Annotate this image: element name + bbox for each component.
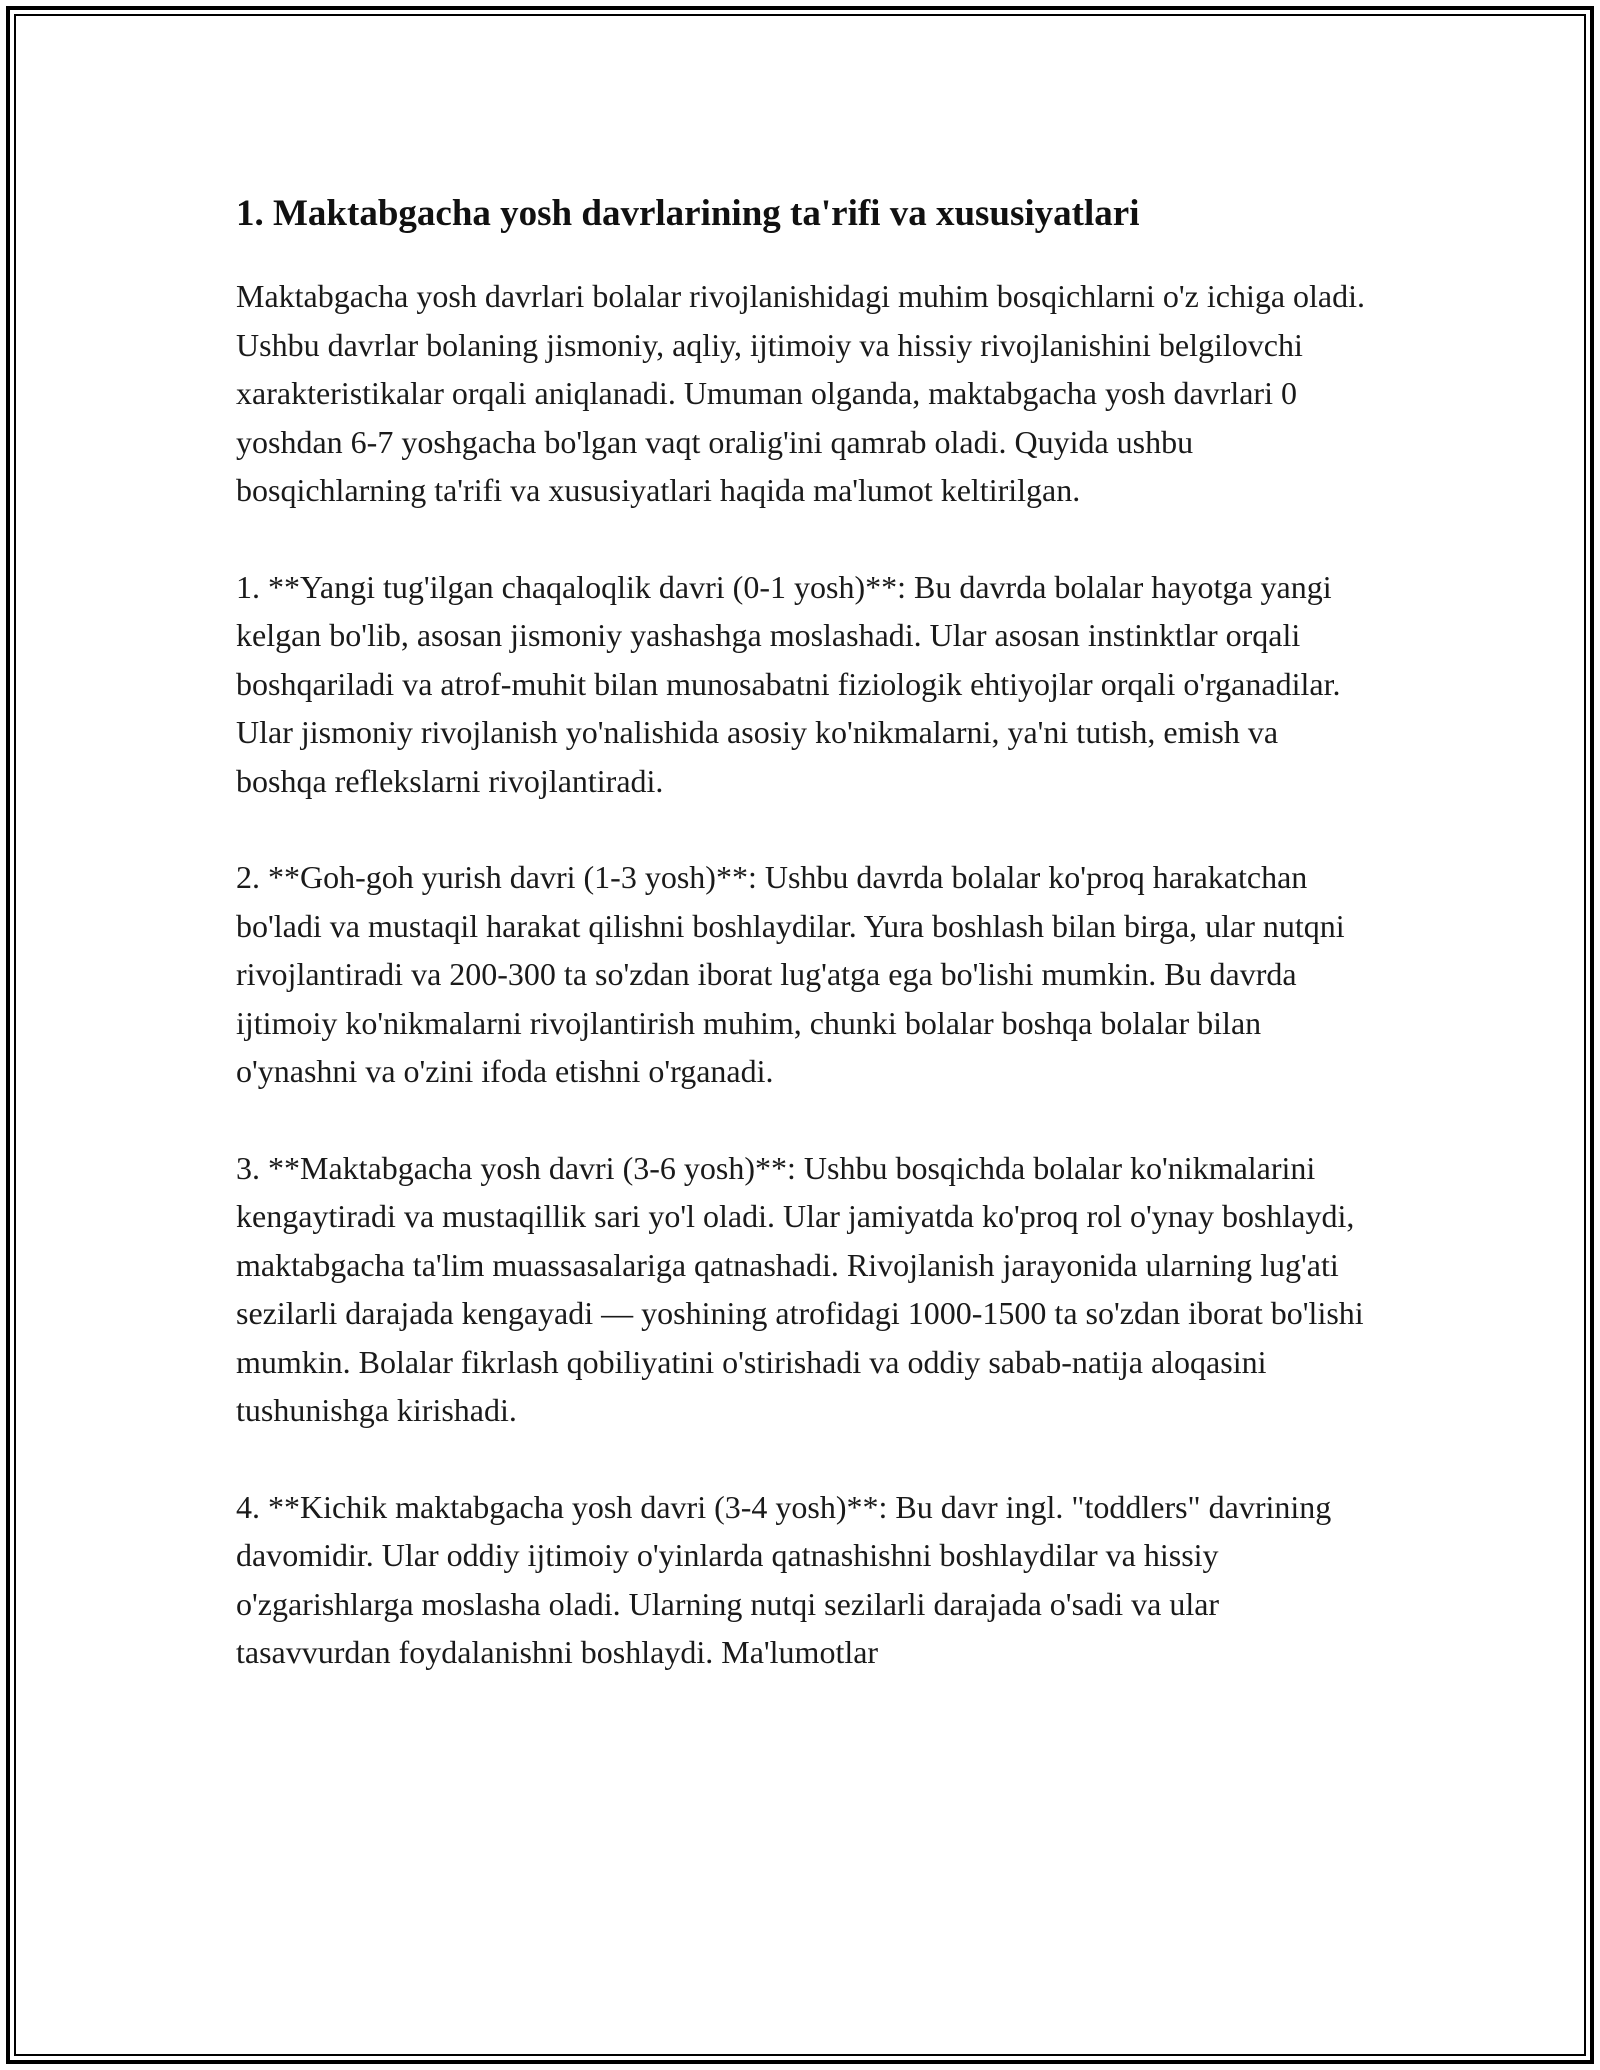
paragraph-item-4: 4. **Kichik maktabgacha yosh davri (3-4 yosh)**: Bu davr ingl. "toddlers" davrining davomidir. Ular oddiy ijtimoiy o'yinlarda qatnashishni boshlaydilar va hissiy o'zgarishlarga moslasha oladi. Ularning nutqi sezilarli darajada o'sadi va ular tasavvurdan foydalanishni boshlaydi. Ma'lumotlar	[236, 1488, 1332, 1670]
paragraph-item-2: 2. **Goh-goh yurish davri (1-3 yosh)**: Ushbu davrda bolalar ko'proq harakatchan bo'ladi va mustaqil harakat qilishni boshlaydilar. Yura boshlash bilan birga, ular nutqni rivojlantiradi va 200-300 ta so'zdan iborat lug'atga ega bo'lishi mumkin. Bu davrda ijtimoiy ko'nikmalarni rivojlantirish muhim, chunki bolalar boshqa bolalar bilan o'ynashni va o'zini ifoda etishni o'rganadi.	[236, 859, 1345, 1089]
document-body	[236, 188, 1376, 1725]
intro-paragraph: Maktabgacha yosh davrlari bolalar rivojlanishidagi muhim bosqichlarni o'z ichiga oladi. Ushbu davrlar bolaning jismoniy, aqliy, ijtimoiy va hissiy rivojlanishini belgilovchi xarakteristikalar orqali aniqlanadi. Umuman olganda, maktabgacha yosh davrlari 0 yoshdan 6-7 yoshgacha bo'lgan vaqt oralig'ini qamrab oladi. Quyida ushbu bosqichlarning ta'rifi va xususiyatlari haqida ma'lumot keltirilgan.	[236, 278, 1366, 508]
paragraph-item-3: 3. **Maktabgacha yosh davri (3-6 yosh)**: Ushbu bosqichda bolalar ko'nikmalarini kengaytiradi va mustaqillik sari yo'l oladi. Ular jamiyatda ko'proq rol o'ynay boshlaydi, maktabgacha ta'lim muassasalariga qatnashadi. Rivojlanish jarayonida ularning lug'ati sezilarli darajada kengayadi — yoshining atrofidagi 1000-1500 ta so'zdan iborat bo'lishi mumkin. Bolalar fikrlash qobiliyatini o'stirishadi va oddiy sabab-natija aloqasini tushunishga kirishadi.	[236, 1149, 1364, 1428]
paragraph-item-1: 1. **Yangi tug'ilgan chaqaloqlik davri (0-1 yosh)**: Bu davrda bolalar hayotga yangi kelgan bo'lib, asosan jismoniy yashashga moslashadi. Ular asosan instinktlar orqali boshqariladi va atrof-muhit bilan munosabatni fiziologik ehtiyojlar orqali o'rganadilar. Ular jismoniy rivojlanish yo'nalishida asosiy ko'nikmalarni, ya'ni tutish, emish va boshqa reflekslarni rivojlantiradi.	[236, 568, 1341, 799]
document-title: 1. Maktabgacha yosh davrlarining ta'rifi va xususiyatlari	[236, 193, 1140, 234]
